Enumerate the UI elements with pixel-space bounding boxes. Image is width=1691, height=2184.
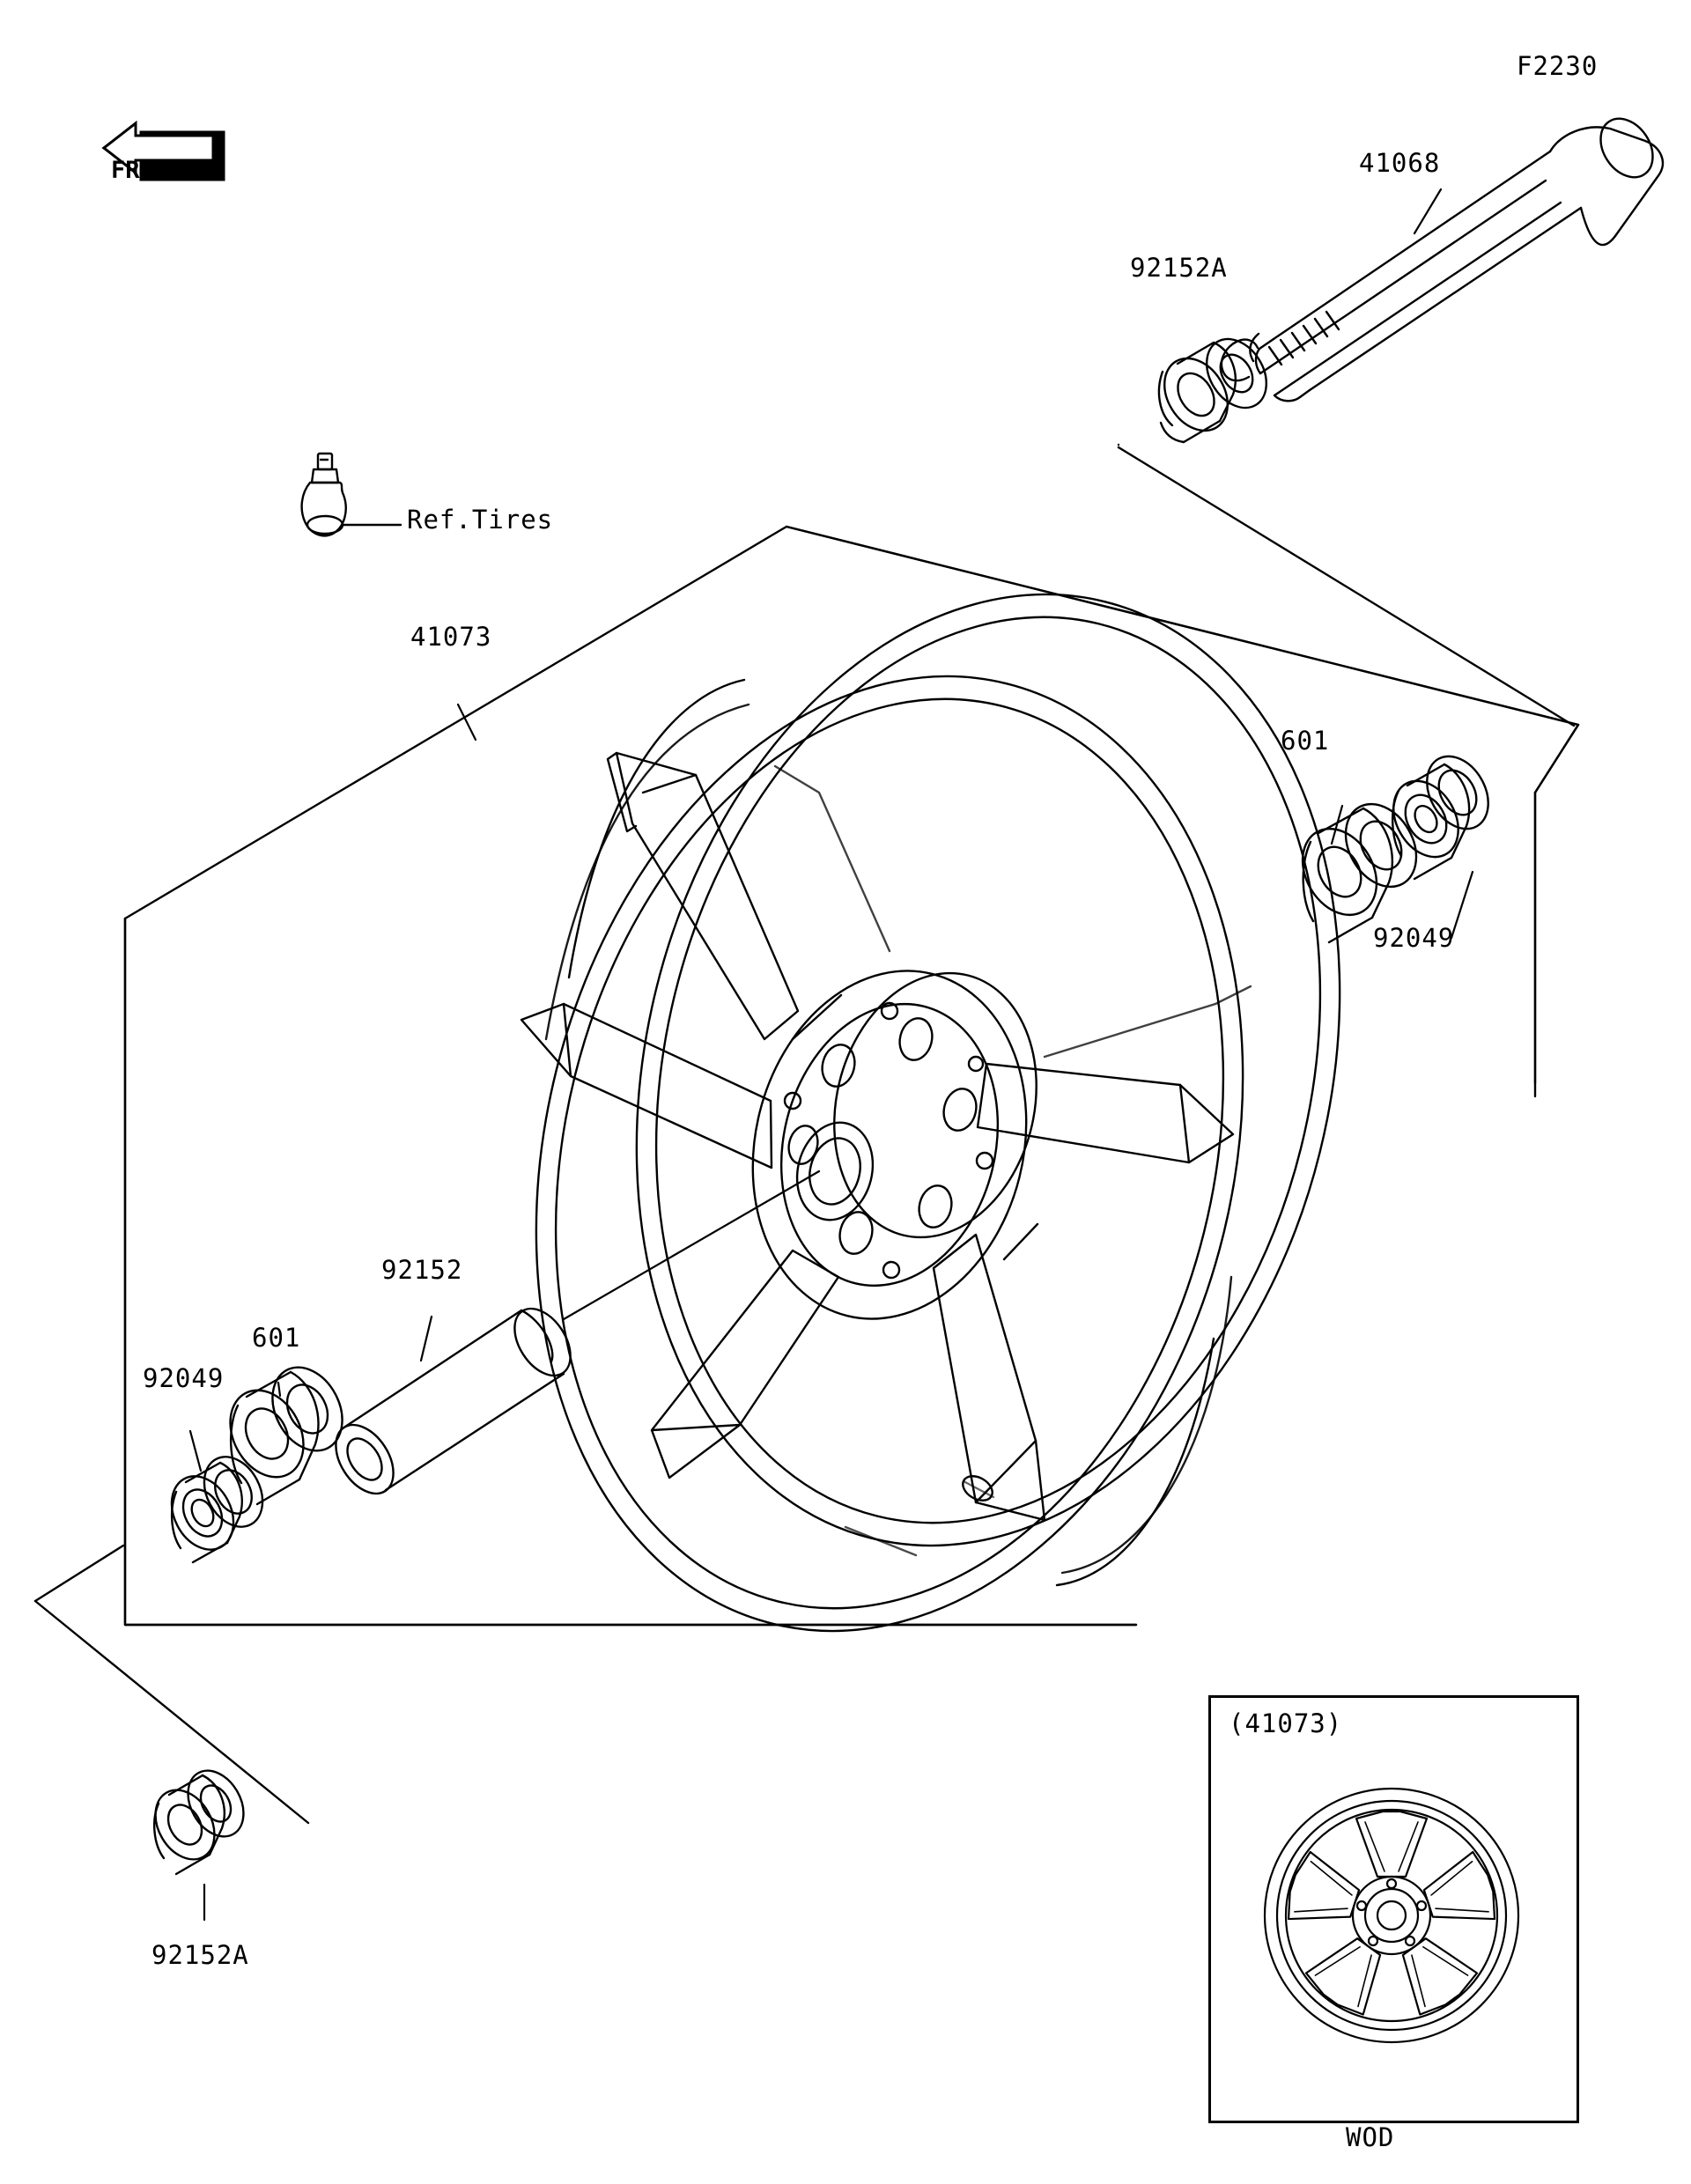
ref-tires-label[interactable]: Ref.Tires — [407, 505, 554, 535]
callout-601-right[interactable]: 601 — [1281, 726, 1330, 756]
inset-caption: (41073) — [1229, 1708, 1343, 1738]
callout-92049-right[interactable]: 92049 — [1373, 923, 1455, 953]
inset-footer: WOD — [1346, 2122, 1395, 2152]
callout-92152A-lower[interactable]: 92152A — [151, 1940, 249, 1970]
callout-92152[interactable]: 92152 — [381, 1255, 463, 1285]
front-label: FRONT — [111, 157, 183, 184]
callout-92152A-upper[interactable]: 92152A — [1130, 253, 1228, 283]
callout-41068[interactable]: 41068 — [1359, 148, 1441, 178]
callout-92049-left[interactable]: 92049 — [143, 1363, 225, 1393]
callout-601-left[interactable]: 601 — [252, 1323, 301, 1353]
diagram-code: F2230 — [1517, 51, 1599, 81]
callout-41073[interactable]: 41073 — [410, 622, 492, 652]
